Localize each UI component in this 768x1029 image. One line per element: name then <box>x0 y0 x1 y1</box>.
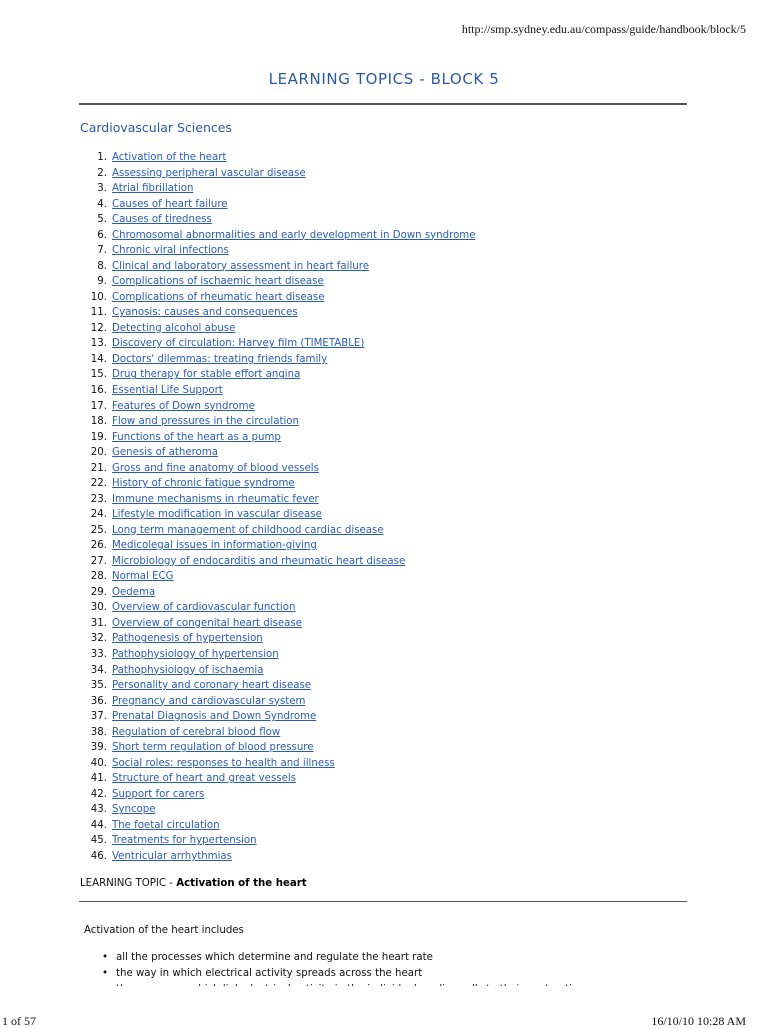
list-number: 5. <box>97 214 107 226</box>
list-number: 13. <box>90 338 107 350</box>
list-item <box>80 352 476 368</box>
list-number: 10. <box>90 291 107 303</box>
list-item <box>80 647 476 663</box>
topic-link[interactable]: Pathogenesis of hypertension <box>112 633 263 645</box>
list-item <box>80 274 476 290</box>
topic-link[interactable]: Structure of heart and great vessels <box>112 773 296 785</box>
topic-divider <box>79 901 687 902</box>
list-number: 2. <box>97 167 107 179</box>
topic-link[interactable]: Chromosomal abnormalities and early development in Down syndrome <box>112 229 476 241</box>
topic-link[interactable]: Syncope <box>112 804 156 816</box>
list-item <box>80 166 476 182</box>
topic-list <box>80 150 476 864</box>
list-item <box>80 367 476 383</box>
list-item <box>80 600 476 616</box>
list-number: 37. <box>90 711 107 723</box>
list-number: 4. <box>97 198 107 210</box>
list-number: 30. <box>90 602 107 614</box>
list-item <box>80 616 476 632</box>
list-number: 7. <box>97 245 107 257</box>
topic-link[interactable]: Short term regulation of blood pressure <box>112 742 314 754</box>
topic-link[interactable]: Clinical and laboratory assessment in heart failure <box>112 260 369 272</box>
topic-link[interactable]: Causes of tiredness <box>112 214 212 226</box>
list-item <box>80 507 476 523</box>
list-item <box>80 414 476 430</box>
topic-link[interactable]: Regulation of cerebral blood flow <box>112 726 281 738</box>
list-number: 3. <box>97 183 107 195</box>
list-item <box>80 461 476 477</box>
topic-link[interactable]: Pregnancy and cardiovascular system <box>112 695 306 707</box>
topic-link[interactable]: Treatments for hypertension <box>112 835 257 847</box>
topic-link[interactable]: Atrial fibrillation <box>112 183 194 195</box>
topic-link[interactable]: Long term management of childhood cardiac disease <box>112 524 384 536</box>
topic-link[interactable]: Support for carers <box>112 788 205 800</box>
topic-link[interactable]: Detecting alcohol abuse <box>112 322 236 334</box>
topic-link[interactable]: Drug therapy for stable effort angina <box>112 369 301 381</box>
list-number: 1. <box>97 152 107 163</box>
list-number: 28. <box>90 571 107 583</box>
list-item <box>80 336 476 352</box>
topic-link[interactable]: The foetal circulation <box>112 819 220 831</box>
section-title: Cardiovascular Sciences <box>80 120 232 135</box>
topic-link[interactable]: Functions of the heart as a pump <box>112 431 281 443</box>
list-number: 46. <box>90 850 107 862</box>
list-number: 17. <box>90 400 107 412</box>
list-item <box>80 305 476 321</box>
list-item <box>80 445 476 461</box>
topic-link[interactable]: Cyanosis: causes and consequences <box>112 307 298 319</box>
page-title: LEARNING TOPICS - BLOCK 5 <box>268 70 500 88</box>
bullet-item: • the way in which electrical activity spreads across the heart <box>102 966 585 982</box>
list-item <box>80 243 476 259</box>
topic-link[interactable]: Immune mechanisms in rheumatic fever <box>112 493 319 505</box>
list-number: 16. <box>90 384 107 396</box>
topic-intro: Activation of the heart includes <box>84 925 244 936</box>
list-item <box>80 818 476 834</box>
topic-link[interactable]: Gross and fine anatomy of blood vessels <box>112 462 319 474</box>
list-item <box>80 663 476 679</box>
list-number: 12. <box>90 322 107 334</box>
list-item <box>80 197 476 213</box>
topic-link[interactable]: Pathophysiology of hypertension <box>112 649 279 660</box>
topic-link[interactable]: Overview of cardiovascular function <box>112 602 296 614</box>
page-url: http://smp.sydney.edu.au/compass/guide/handbook/block/5 <box>461 22 746 36</box>
topic-link[interactable]: Complications of rheumatic heart disease <box>112 291 325 303</box>
list-item <box>80 725 476 741</box>
list-item <box>80 492 476 508</box>
topic-link[interactable]: Pathophysiology of ischaemia <box>112 664 264 676</box>
list-item <box>80 150 476 166</box>
list-number: 22. <box>90 478 107 490</box>
topic-link[interactable]: Overview of congenital heart disease <box>112 617 302 629</box>
topic-link[interactable]: Prenatal Diagnosis and Down Syndrome <box>112 711 317 723</box>
list-number: 18. <box>90 416 107 428</box>
list-item <box>80 787 476 803</box>
topic-link[interactable]: Assessing peripheral vascular disease <box>112 167 306 179</box>
list-number: 24. <box>90 509 107 521</box>
list-item <box>80 740 476 756</box>
topic-link[interactable]: Medicolegal issues in information-giving <box>112 540 317 552</box>
list-number: 11. <box>90 307 107 319</box>
list-item <box>80 802 476 818</box>
list-number: 29. <box>90 586 107 598</box>
list-number: 43. <box>90 804 107 816</box>
list-number: 33. <box>90 649 107 660</box>
list-number: 15. <box>90 369 107 381</box>
list-number: 6. <box>97 229 107 241</box>
list-number: 8. <box>97 260 107 272</box>
list-item <box>80 181 476 197</box>
list-number: 38. <box>90 726 107 738</box>
list-item <box>80 585 476 601</box>
list-item <box>80 476 476 492</box>
list-number: 34. <box>90 664 107 676</box>
topic-link[interactable]: Features of Down syndrome <box>112 400 255 412</box>
list-number: 39. <box>90 742 107 754</box>
learning-topic-heading <box>80 878 307 889</box>
page-cutoff <box>0 986 768 1002</box>
list-number: 44. <box>90 819 107 831</box>
list-item <box>80 321 476 337</box>
topic-link[interactable]: Activation of the heart <box>112 152 227 163</box>
list-item <box>80 631 476 647</box>
list-item <box>80 554 476 570</box>
list-number: 14. <box>90 353 107 365</box>
list-item <box>80 678 476 694</box>
list-number: 21. <box>90 462 107 474</box>
topic-link[interactable]: Personality and coronary heart disease <box>112 680 312 692</box>
list-item <box>80 290 476 306</box>
title-divider <box>79 103 687 105</box>
list-number: 35. <box>90 680 107 692</box>
list-number: 36. <box>90 695 107 707</box>
list-number: 20. <box>90 447 107 459</box>
list-number: 19. <box>90 431 107 443</box>
list-number: 40. <box>90 757 107 769</box>
list-item <box>80 523 476 539</box>
topic-link[interactable]: Flow and pressures in the circulation <box>112 416 299 428</box>
topic-link[interactable]: Normal ECG <box>112 571 174 583</box>
topic-link[interactable]: Social roles: responses to health and illness <box>112 757 335 769</box>
list-item <box>80 383 476 399</box>
topic-link[interactable]: Discovery of circulation: Harvey film (TIMETABLE) <box>112 338 365 350</box>
topic-link[interactable]: Ventricular arrhythmias <box>112 850 232 862</box>
topic-link[interactable]: Microbiology of endocarditis and rheumatic heart disease <box>112 555 406 567</box>
list-item <box>80 430 476 446</box>
list-number: 41. <box>90 773 107 785</box>
topic-link[interactable]: Genesis of atheroma <box>112 447 218 459</box>
topic-link[interactable]: Lifestyle modification in vascular disease <box>112 509 322 521</box>
list-item <box>80 771 476 787</box>
topic-link[interactable]: History of chronic fatigue syndrome <box>112 478 295 490</box>
list-item <box>80 538 476 554</box>
list-item <box>80 756 476 772</box>
topic-link[interactable]: Oedema <box>112 586 156 598</box>
topic-link[interactable]: Chronic viral infections <box>112 245 229 257</box>
print-timestamp: 16/10/10 10:28 AM <box>651 1014 746 1028</box>
list-number: 25. <box>90 524 107 536</box>
learning-topic-name: Activation of the heart <box>176 878 307 889</box>
list-number: 32. <box>90 633 107 645</box>
list-item <box>80 569 476 585</box>
bullet-item: • all the processes which determine and regulate the heart rate <box>102 950 585 966</box>
list-item <box>80 694 476 710</box>
list-number: 42. <box>90 788 107 800</box>
topic-link[interactable]: Complications of ischaemic heart disease <box>112 276 324 288</box>
list-item <box>80 259 476 275</box>
topic-link[interactable]: Causes of heart failure <box>112 198 228 210</box>
list-number: 27. <box>90 555 107 567</box>
list-item <box>80 228 476 244</box>
list-number: 26. <box>90 540 107 552</box>
list-item <box>80 709 476 725</box>
list-item <box>80 399 476 415</box>
list-number: 45. <box>90 835 107 847</box>
topic-link[interactable]: Essential Life Support <box>112 384 223 396</box>
list-item <box>80 212 476 228</box>
list-item <box>80 849 476 865</box>
page-count: 1 of 57 <box>2 1014 36 1028</box>
list-number: 9. <box>97 276 107 288</box>
list-number: 23. <box>90 493 107 505</box>
list-number: 31. <box>90 617 107 629</box>
list-item <box>80 833 476 849</box>
topic-link[interactable]: Doctors' dilemmas: treating friends family <box>112 353 328 365</box>
learning-topic-prefix: LEARNING TOPIC - <box>80 878 177 889</box>
